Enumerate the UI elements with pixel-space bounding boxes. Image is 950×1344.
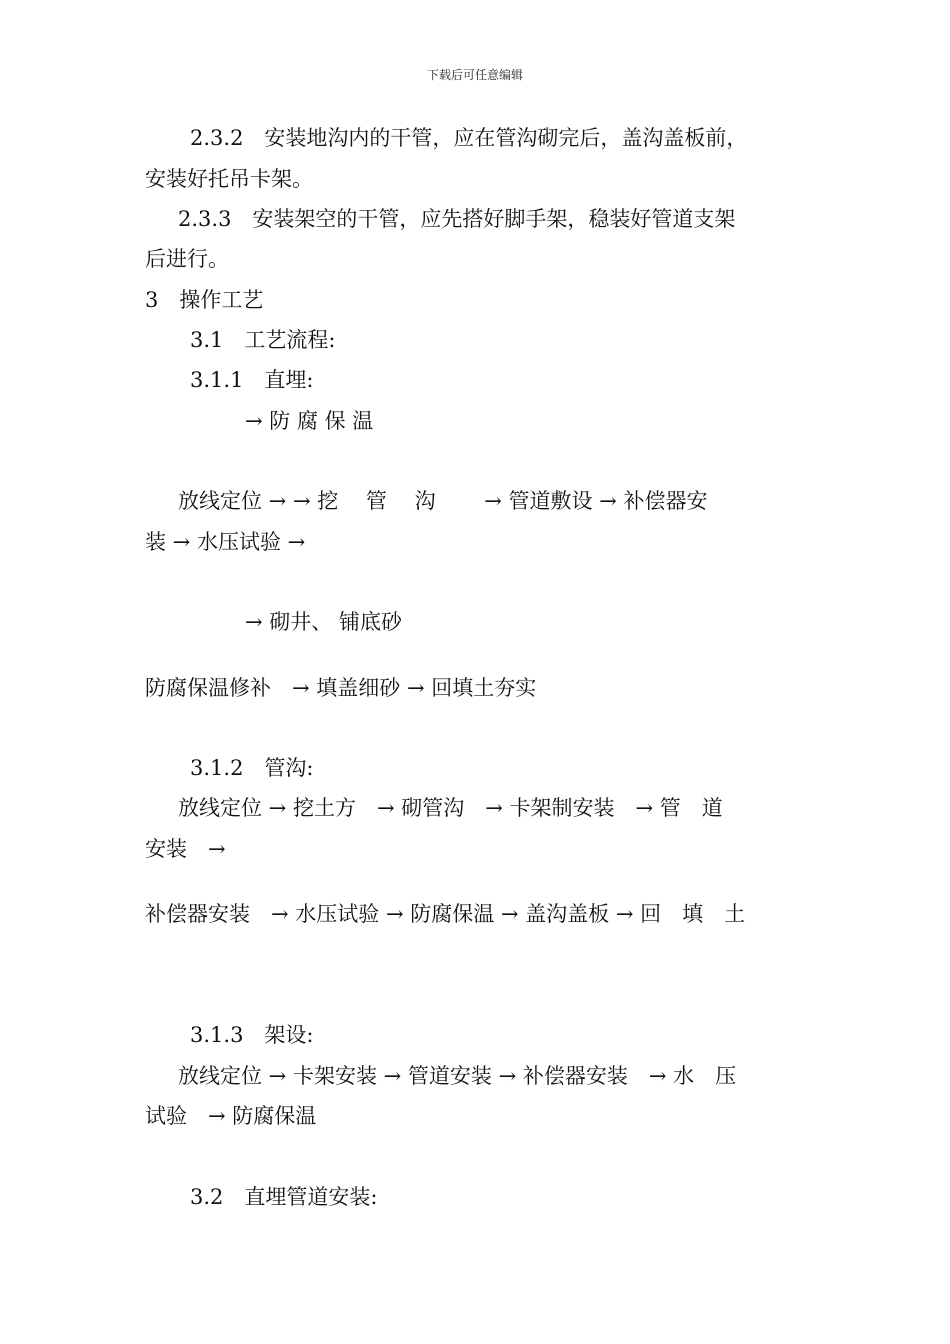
- para-2-3-2-line2: 安装好托吊卡架。: [145, 167, 313, 191]
- flow-direct-burial-line3: 防腐保温修补 → 填盖细砂 → 回填土夯实: [145, 676, 537, 700]
- flow-trench-line2: 安装 →: [145, 837, 226, 861]
- flow-branch-anticorrosion: → 防 腐 保 温: [245, 409, 374, 433]
- flow-trench-line1: 放线定位 → 挖土方 → 砌管沟 → 卡架制安装 → 管 道: [178, 796, 723, 820]
- section-3-1-2-heading: 3.1.2 管沟:: [190, 756, 314, 780]
- para-2-3-2-line1: 2.3.2 安装地沟内的干管，应在管沟砌完后，盖沟盖板前，: [190, 126, 748, 150]
- section-3-heading: 3 操作工艺: [145, 288, 264, 312]
- flow-overhead-line1: 放线定位 → 卡架安装 → 管道安装 → 补偿器安装 → 水 压: [178, 1064, 737, 1088]
- flow-branch-well-sand: → 砌井、 铺底砂: [245, 610, 402, 634]
- section-3-1-heading: 3.1 工艺流程:: [190, 328, 336, 352]
- flow-direct-burial-line1: 放线定位 → → 挖 管 沟 → 管道敷设 → 补偿器安: [178, 489, 708, 513]
- section-3-1-1-heading: 3.1.1 直埋:: [190, 368, 314, 392]
- flow-direct-burial-line2: 装 → 水压试验 →: [145, 530, 306, 554]
- section-3-2-heading: 3.2 直埋管道安装:: [190, 1185, 378, 1209]
- section-3-1-3-heading: 3.1.3 架设:: [190, 1023, 314, 1047]
- para-2-3-3-line1: 2.3.3 安装架空的干管，应先搭好脚手架，稳装好管道支架: [178, 207, 736, 231]
- page-header: 下载后可任意编辑: [426, 68, 523, 82]
- para-2-3-3-line2: 后进行。: [145, 247, 229, 271]
- flow-trench-line3: 补偿器安装 → 水压试验 → 防腐保温 → 盖沟盖板 → 回 填 土: [145, 902, 746, 926]
- flow-overhead-line2: 试验 → 防腐保温: [145, 1104, 317, 1128]
